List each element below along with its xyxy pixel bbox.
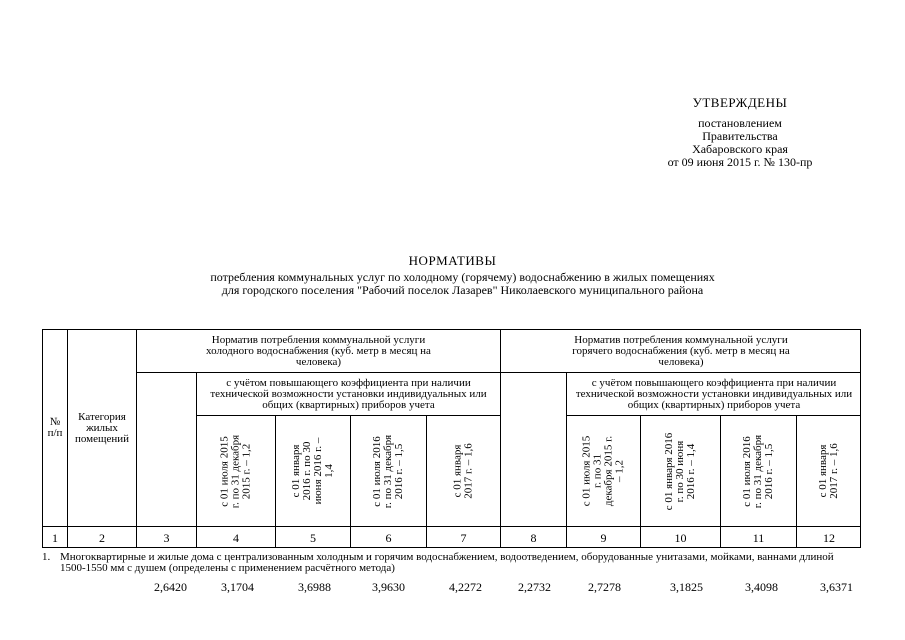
section-number: 1. [42,551,51,563]
column-number-1: 1 [52,530,58,545]
period-hot-1 [567,416,640,526]
period-cold-2-label: с 01 января 2016 г. по 30 июня 2016 г. – 1,4 [290,437,335,505]
header-number [43,330,67,526]
period-hot-3 [721,416,796,526]
value-col-10: 3,1825 [670,580,703,594]
period-hot-2 [641,416,720,526]
value-col-11: 3,4098 [745,580,778,594]
period-cold-4-label: с 01 января 2017 г. – 1,6 [451,443,475,499]
header-hot-water-label: Норматив потребления коммунальной услуги горячего водоснабжения (куб. метр в месяц на человека) [572,333,790,368]
column-number-10: 10 [674,530,687,545]
value-col-3: 2,6420 [154,580,187,594]
document-title: НОРМАТИВЫ [408,253,497,268]
period-cold-3-label: с 01 июля 2016 г. по 31 декабря 2016 г. – 1,5 [371,434,405,508]
column-number-9: 9 [600,530,607,545]
period-hot-1-label: с 01 июля 2015 г. по 31 декабря 2015 г. – 1,2 [580,435,626,507]
approval-line-1: постановлением [698,116,782,130]
column-number-3: 3 [163,530,170,545]
header-hot-coefficient-label: с учётом повышающего коэффициента при наличии технической возможности установки индивидуальных или общих (квартирных) приборов учета [575,376,853,411]
period-hot-4-label: с 01 января 2017 г. – 1,6 [817,443,840,499]
period-cold-4 [427,416,500,526]
header-hot-water [504,330,858,372]
column-number-5: 5 [310,530,316,545]
section-description: Многоквартирные и жилые дома с централизованным холодным и горячим водоснабжением, водоотведением, оборудованные унитазами, мойками, ваннами длиной 1500-1550 мм с душем (определены с применением расчётного метода) [60,551,834,574]
header-cold-water-label: Норматив потребления коммунальной услуги холодного водоснабжения (куб. метр в месяц на человека) [206,333,431,368]
value-col-5: 3,6988 [298,580,331,594]
period-cold-2 [276,416,350,526]
column-number-11: 11 [752,530,765,545]
column-number-4: 4 [233,530,239,545]
value-col-6: 3,9630 [372,580,405,594]
value-col-4: 3,1704 [221,580,254,594]
period-hot-2-label: с 01 января 2016 г. по 30 июня 2016 г. – 1,4 [663,432,697,510]
value-col-12: 3,6371 [820,580,853,594]
period-hot-3-label: с 01 июля 2016 г. по 31 декабря 2016 г. – 1,5 [741,434,775,508]
column-number-8: 8 [530,530,537,545]
header-number-label: № п/п [47,416,63,439]
header-category [68,330,136,526]
header-cold-water [140,330,497,372]
value-col-7: 4,2272 [449,580,482,594]
approval-line-2: Правительства [702,129,778,143]
approval-line-4: от 09 июня 2015 г. № 130-пр [667,155,813,169]
value-col-9: 2,7278 [588,580,621,594]
column-number-7: 7 [460,530,467,545]
header-category-label: Категория жилых помещений [74,410,130,445]
period-cold-3 [351,416,426,526]
header-cold-coefficient [197,373,500,415]
header-cold-coefficient-label: с учётом повышающего коэффициента при наличии технической возможности установки индивидуальных или общих (квартирных) приборов учета [210,376,487,411]
document-subtitle-line-1: потребления коммунальных услуг по холодному (горячему) водоснабжению в жилых помещениях [210,270,715,284]
period-cold-1-label: с 01 июля 2015 г. по 31 декабря 2015 г. – 1,2 [218,434,253,508]
period-hot-4 [797,416,861,526]
period-cold-1 [197,416,275,526]
approval-line-3: Хабаровского края [692,142,788,156]
column-number-12: 12 [823,530,835,545]
column-number-6: 6 [385,530,392,545]
document-subtitle-line-2: для городского поселения "Рабочий поселок Лазарев" Николаевского муниципального района [221,283,704,297]
header-hot-coefficient [567,373,861,415]
value-col-8: 2,2732 [518,580,551,594]
column-number-2: 2 [99,530,105,545]
approval-title: УТВЕРЖДЕНЫ [692,95,788,110]
